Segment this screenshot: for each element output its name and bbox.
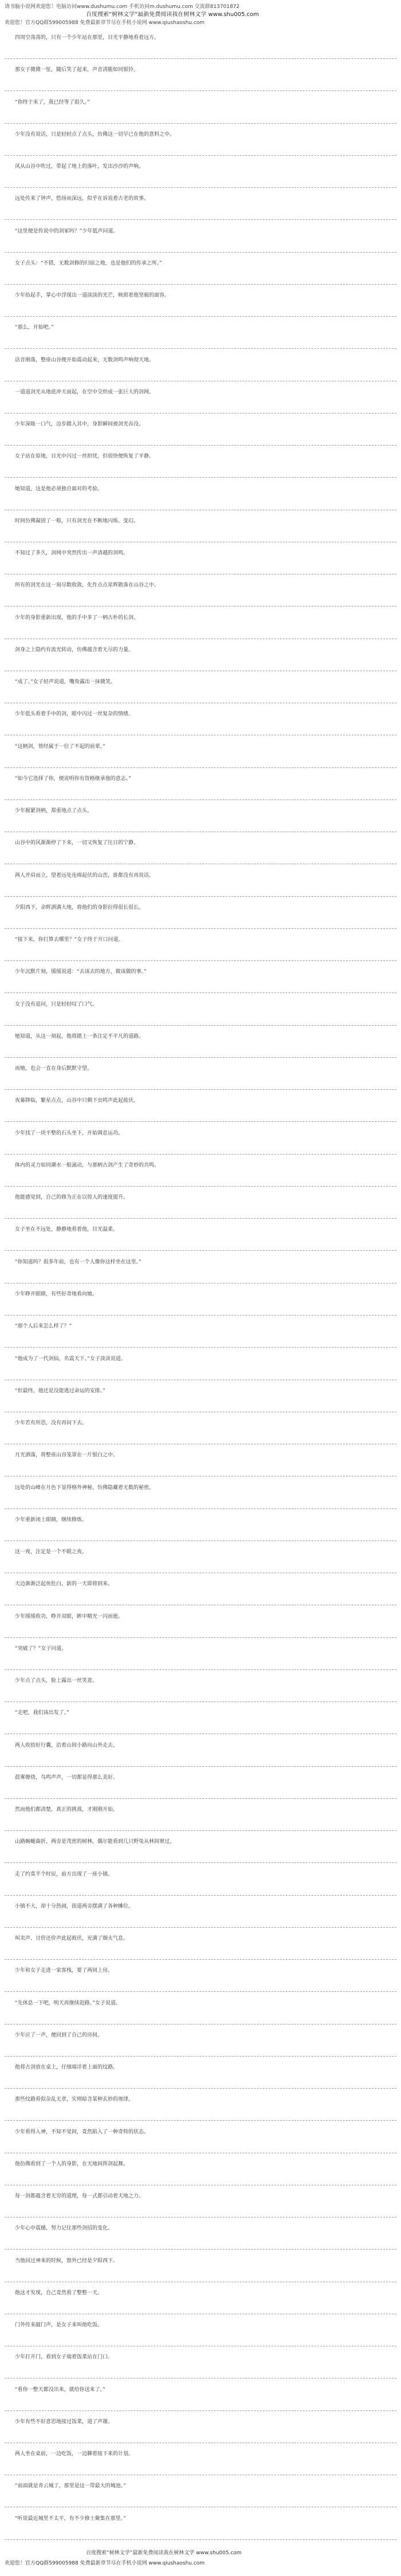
footer-line-2: 欢迎您！官方QQ群599005988 免费最新章节尽在手机小说网 www.qiushaoshu.com — [5, 2561, 205, 2566]
paragraph-separator — [5, 1669, 396, 1670]
paragraph: “前面就是青云城了，那里是这一带最大的城池。” — [15, 2483, 126, 2489]
paragraph: 山谷中的风渐渐停了下来，一切又恢复了往日的宁静。 — [15, 840, 139, 846]
paragraph: “接下来，你打算去哪里？”女子终于开口问道。 — [15, 937, 124, 943]
paragraph: 两人并肩而立，望着远处连绵起伏的山峦，谁都没有再说话。 — [15, 873, 155, 879]
paragraph-separator — [5, 187, 396, 188]
paragraph-separator — [5, 1830, 396, 1831]
paragraph-separator — [5, 477, 396, 478]
paragraph: 少年点了点头，脸上露出一丝笑意。 — [15, 1678, 98, 1684]
paragraph: 当他回过神来的时候，窗外已经是夕阳西下。 — [15, 2258, 119, 2264]
paragraph-separator — [5, 219, 396, 220]
paragraph: 两人坐在桌前，一边吃饭，一边聊着接下来的计划。 — [15, 2451, 134, 2457]
paragraph-separator — [5, 252, 396, 253]
paragraph-separator — [5, 992, 396, 993]
paragraph: 夕阳西下，余晖洒满大地，将他们的身影拉得很长很长。 — [15, 905, 144, 911]
paragraph: 少年沉默片刻，缓缓说道：“去该去的地方，做该做的事。” — [15, 969, 147, 975]
header-line-2: 百度搜索“树林文学”最新免费阅读我在树林文学 www.shu005.com — [86, 11, 259, 18]
paragraph: 一道道剑光从地底冲天而起，在空中交织成一张巨大的剑网。 — [15, 389, 155, 395]
paragraph-separator — [5, 316, 396, 317]
paragraph: 少年有些不好意思地接过饭菜，道了声谢。 — [15, 2419, 113, 2425]
paragraph: 所有的剑光在这一刻尽数收敛，化作点点星辉散落在山谷之中。 — [15, 582, 160, 588]
paragraph-separator — [5, 445, 396, 446]
paragraph: “如今它选择了你，便说明你有资格继承他的意志。” — [15, 776, 131, 782]
paragraph: 小镇不大，却十分热闹，街道两旁摆满了各种摊位。 — [15, 1904, 134, 1909]
paragraph-separator — [5, 58, 396, 59]
paragraph: 这一夜，注定是一个不眠之夜。 — [15, 1549, 88, 1555]
paragraph-separator — [5, 284, 396, 285]
paragraph: 少年找了一块平整的石头坐下，开始调息运功。 — [15, 1131, 124, 1136]
paragraph: 少年心中震撼，努力记住那些剑招的变化。 — [15, 2226, 113, 2231]
paragraph-separator — [5, 1927, 396, 1928]
paragraph: 他能感觉到，自己的修为正在以惊人的速度提升。 — [15, 1195, 129, 1200]
paragraph: “那个人后来怎么样了？” — [15, 1324, 72, 1329]
header-line-1: 请书脑小说网欢迎您！电脑访问www.dushumu.com 手机访问m.dushumu.com 交流群813701872 — [5, 4, 240, 10]
paragraph: “你终于来了，我已经等了很久。” — [15, 100, 90, 105]
paragraph-separator — [5, 1895, 396, 1896]
paragraph: 话音刚落，整座山谷便开始震动起来，无数剑鸣声响彻天地。 — [15, 357, 155, 363]
paragraph: “先休息一下吧，明天再继续赶路。”女子说道。 — [15, 2000, 121, 2006]
paragraph: 女子点头：“不错，无数剑修的归宿之地，也是他们的传承之所。” — [15, 261, 162, 266]
paragraph-separator — [5, 2056, 396, 2057]
paragraph: 天边渐渐泛起鱼肚白，新的一天即将到来。 — [15, 1581, 113, 1587]
paragraph-separator — [5, 155, 396, 156]
paragraph: 夜幕降临，繁星点点，山谷中只剩下虫鸣声此起彼伏。 — [15, 1098, 139, 1104]
paragraph: 他仿佛看到了一个人的身影，在天地间挥剑起舞。 — [15, 2161, 129, 2167]
paragraph: 四周空荡荡的，只有一个少年站在那里，目光平静地看着远方。 — [15, 35, 160, 41]
paragraph-separator — [5, 1025, 396, 1026]
paragraph-separator — [5, 1991, 396, 1992]
paragraph-separator — [5, 1089, 396, 1090]
paragraph: 远处传来了钟声，悠扬而深远，似乎在诉说着古老的故事。 — [15, 196, 150, 202]
paragraph-separator — [5, 1508, 396, 1509]
paragraph: 少年深吸一口气，迈步踏入其中，身影瞬间被剑光吞没。 — [15, 422, 144, 427]
paragraph: 少年的身影重新出现，他的手中多了一柄古朴的长剑。 — [15, 615, 139, 621]
paragraph: 他将古剑放在桌上，仔细端详着上面的纹路。 — [15, 2065, 119, 2070]
footer-line-1: 百度搜索“树林文学”最新免费阅读我在树林文学 www.shu005.com — [86, 2550, 242, 2556]
paragraph: 女子没有追问，只是轻轻叹了口气。 — [15, 1002, 98, 1007]
paragraph: “但最终，他还是没能逃过命运的安排。” — [15, 1388, 105, 1394]
paragraph: 少年若有所思，没有再问下去。 — [15, 1420, 88, 1426]
paragraph-separator — [5, 1057, 396, 1058]
paragraph-separator — [5, 799, 396, 800]
paragraph: 时间仿佛凝固了一般，只有剑光在不断地闪烁、变幻。 — [15, 518, 139, 524]
paragraph: 月光洒落，将整座山谷笼罩在一片银白之中。 — [15, 1452, 119, 1458]
paragraph: 每一剑都蕴含着无穷的道理，每一式都引动着天地之力。 — [15, 2193, 144, 2199]
paragraph: 两人收拾好行囊，沿着山间小路向山外走去。 — [15, 1743, 119, 1748]
paragraph: 少年睁开眼睛，有些好奇地看向她。 — [15, 1291, 98, 1297]
paragraph-separator — [5, 1347, 396, 1348]
paragraph: “这柄剑，曾经属于一位了不起的前辈。” — [15, 744, 105, 750]
paragraph-separator — [5, 1121, 396, 1122]
paragraph: 门外传来敲门声，是女子来叫他吃饭。 — [15, 2322, 103, 2328]
paragraph: “你知道吗？很多年前，也有一个人像你这样坐在这里。” — [15, 1259, 141, 1265]
paragraph: “那么，开始吧。” — [15, 325, 54, 330]
paragraph: 少年低头看着手中的剑，眼中闪过一丝复杂的情绪。 — [15, 711, 134, 717]
paragraph: “看你一整天都没出来，就给你送来了。” — [15, 2387, 105, 2393]
paragraph: 剑身之上隐约有流光转动，仿佛蕴含着无尽的力量。 — [15, 647, 134, 653]
paragraph: 山路蜿蜒曲折，两旁是茂密的树林，偶尔能看到几只野兔从林间窜过。 — [15, 1839, 175, 1845]
paragraph-separator — [5, 2410, 396, 2411]
paragraph: 少年应了一声，便回到了自己的房间。 — [15, 2033, 103, 2038]
paragraph: “突破了？”女子问道。 — [15, 1646, 67, 1652]
paragraph: 少年抬起手，掌心中浮现出一道淡淡的光芒，映照着他坚毅的面容。 — [15, 293, 170, 298]
paragraph: 晨雾缭绕，鸟鸣声声，一切都显得那么美好。 — [15, 1775, 119, 1781]
paragraph: 那些纹路看似杂乱无章，实则暗含某种玄妙的规律。 — [15, 2097, 134, 2102]
paragraph-separator — [5, 123, 396, 124]
paragraph: “走吧，我们该出发了。” — [15, 1710, 69, 1716]
paragraph-separator — [5, 2539, 396, 2540]
paragraph: 而她，也会一直在身后默默守望。 — [15, 1066, 93, 1072]
paragraph-separator — [5, 348, 396, 349]
paragraph: 然而他们都清楚，真正的挑战，才刚刚开始。 — [15, 1807, 119, 1813]
header-line-3: 欢迎您！官方QQ群599005988 免费最新章节尽在手机小说网 www.qiushaoshu.com — [5, 20, 205, 26]
paragraph-separator — [5, 1798, 396, 1799]
paragraph-separator — [5, 1154, 396, 1155]
paragraph-separator — [5, 928, 396, 929]
paragraph: 不知过了多久，剑网中突然传出一声清越的剑鸣。 — [15, 550, 129, 556]
paragraph: 走了约莫半个时辰，前方出现了一座小镇。 — [15, 1872, 113, 1877]
paragraph: 少年没有说话，只是轻轻点了点头，仿佛这一切早已在他的意料之中。 — [15, 132, 175, 137]
paragraph-separator — [5, 2249, 396, 2250]
paragraph-separator — [5, 1862, 396, 1863]
paragraph: “成了。”女子轻声说道，嘴角露出一抹微笑。 — [15, 679, 116, 685]
paragraph-separator — [5, 1186, 396, 1187]
paragraph-separator — [5, 2088, 396, 2089]
paragraph: “他成为了一代剑仙，名震天下。”女子淡淡说道。 — [15, 1356, 126, 1362]
paragraph-separator — [5, 2120, 396, 2121]
paragraph: 那女子微微一怔，随后笑了起来，声音清脆如同银铃。 — [15, 67, 139, 73]
paragraph: 女子站在原地，目光中闪过一丝担忧，但很快便恢复了平静。 — [15, 454, 155, 459]
paragraph: 她知道，从这一刻起，他将踏上一条注定不平凡的道路。 — [15, 1034, 144, 1039]
paragraph-separator — [5, 90, 396, 91]
paragraph-separator — [5, 1218, 396, 1219]
paragraph: “这里便是传说中的剑冢吗？”少年低声问道。 — [15, 229, 119, 234]
paragraph: 风从山谷中吹过，带起了地上的落叶，发出沙沙的声响。 — [15, 164, 144, 170]
paragraph: 少年握紧剑柄，郑重地点了点头。 — [15, 808, 93, 814]
paragraph: 少年打开门，看到女子端着饭菜站在门口。 — [15, 2354, 113, 2360]
paragraph-separator — [5, 1766, 396, 1767]
paragraph: 体内的灵力如同潮水一般涌动，与那柄古剑产生了奇妙的共鸣。 — [15, 1163, 160, 1168]
paragraph-separator — [5, 896, 396, 897]
paragraph: 少年看得入神，不知不觉间，竟然陷入了一种奇特的状态。 — [15, 2129, 150, 2135]
paragraph-separator — [5, 767, 396, 768]
paragraph-separator — [5, 960, 396, 961]
paragraph-separator — [5, 1250, 396, 1251]
paragraph: 他这才发现，自己竟然看了整整一天。 — [15, 2290, 103, 2296]
paragraph: 少年缓缓收功，睁开双眼，眸中精光一闪而逝。 — [15, 1614, 124, 1620]
paragraph-separator — [5, 1959, 396, 1960]
paragraph-separator — [5, 1637, 396, 1638]
paragraph: “听说最近城里不太平，有不少修士聚集在那里。” — [15, 2516, 126, 2522]
paragraph: 少年和女子走进一家客栈，要了两间上房。 — [15, 1968, 113, 1974]
paragraph-separator — [5, 1701, 396, 1702]
paragraph: 远处的山峰在月色下显得格外神秘，仿佛隐藏着无数的秘密。 — [15, 1485, 155, 1491]
paragraph: 她知道，这是他必须独自面对的考验。 — [15, 486, 103, 492]
paragraph: 女子坐在不远处，静静地看着他，目光温柔。 — [15, 1227, 119, 1232]
paragraph: 少年重新闭上眼睛，继续修炼。 — [15, 1517, 88, 1523]
paragraph: 叫卖声、讨价还价声此起彼伏，充满了烟火气息。 — [15, 1936, 129, 1941]
